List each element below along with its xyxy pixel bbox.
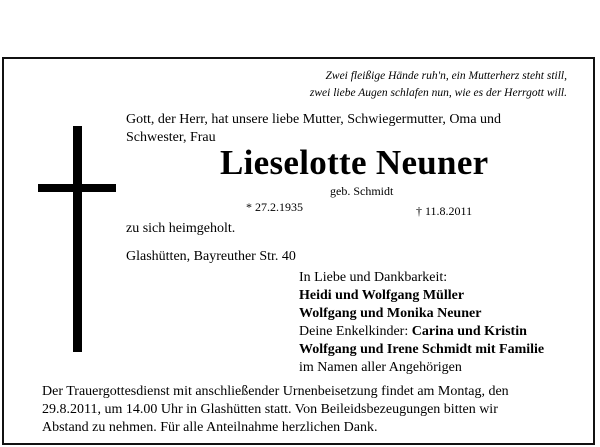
deceased-name: Lieselotte Neuner [220, 143, 489, 182]
mourners-intro: In Liebe und Dankbarkeit: [299, 270, 448, 285]
taken-home-text: zu sich heimgeholt. [126, 221, 236, 236]
birth-date: * 27.2.1935 [246, 200, 303, 214]
maiden-name: geb. Schmidt [330, 184, 394, 198]
address: Glashütten, Bayreuther Str. 40 [126, 249, 296, 264]
grandchildren-names: Carina und Kristin [411, 324, 527, 339]
service-line-2: 29.8.2011, um 14.00 Uhr in Glashütten statt. Von Beileidsbezeugungen bitten wir [42, 402, 498, 417]
motto-line-1: Zwei fleißige Hände ruh'n, ein Mutterherz steht still, [325, 70, 567, 82]
obituary-notice [2, 57, 595, 445]
cross-icon [38, 126, 116, 352]
mourners-line-2: Wolfgang und Monika Neuner [299, 306, 482, 321]
intro-line-1: Gott, der Herr, hat unsere liebe Mutter, Schwiegermutter, Oma und [126, 112, 502, 127]
service-line-3: Abstand zu nehmen. Für alle Anteilnahme herzlichen Dank. [42, 420, 378, 435]
intro-line-2: Schwester, Frau [126, 130, 216, 145]
mourners-grandchildren [299, 323, 527, 341]
mourners-line-4: Wolfgang und Irene Schmidt mit Familie [299, 342, 545, 357]
service-line-1: Der Trauergottesdienst mit anschließender Urnenbeisetzung findet am Montag, den [42, 384, 509, 399]
motto-line-2: zwei liebe Augen schlafen nun, wie es der Herrgott will. [309, 87, 567, 99]
mourners-line-1: Heidi und Wolfgang Müller [299, 288, 465, 303]
death-date: † 11.8.2011 [416, 204, 473, 218]
mourners-line-5: im Namen aller Angehörigen [299, 360, 462, 375]
grandchildren-label: Deine Enkelkinder: [299, 324, 412, 339]
